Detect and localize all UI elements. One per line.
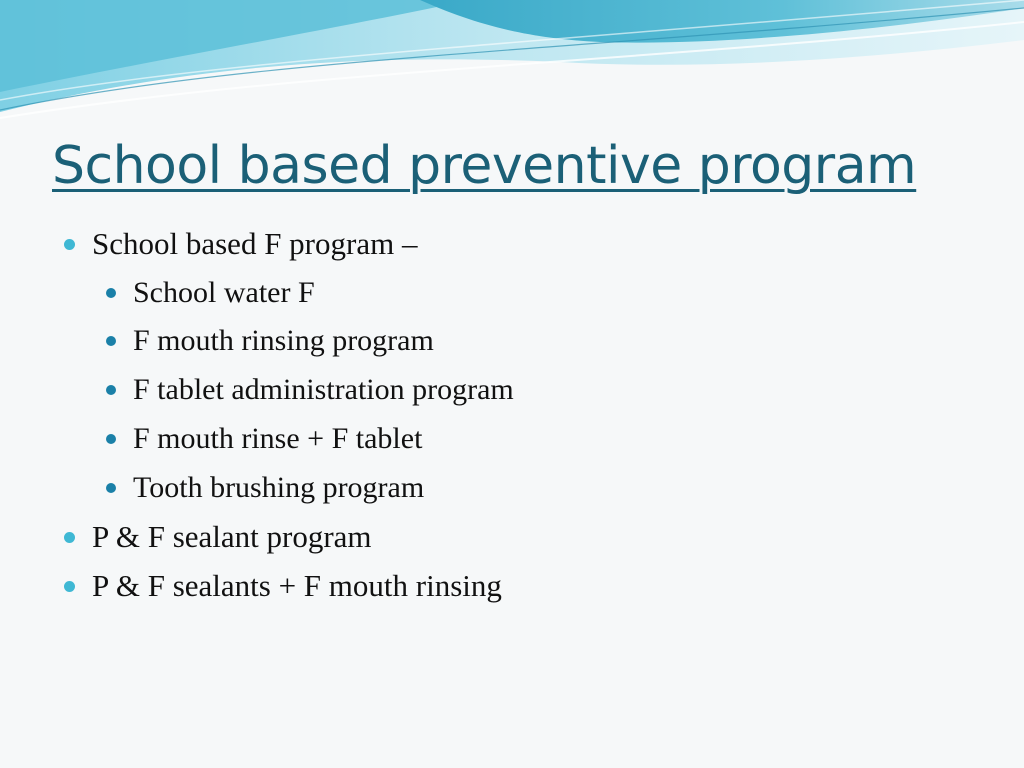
sub-bullet-item bbox=[106, 468, 424, 508]
bullet-text: P & F sealant program bbox=[92, 519, 372, 554]
bullet-dot-icon bbox=[106, 336, 116, 346]
sub-bullet-item bbox=[106, 370, 514, 410]
bullet-text: School based F program – bbox=[92, 226, 418, 261]
bullet-dot-icon bbox=[106, 288, 116, 298]
bullet-dot-icon bbox=[106, 434, 116, 444]
slide-title: School based preventive program bbox=[52, 136, 917, 196]
bullet-dot-icon bbox=[64, 581, 75, 592]
sub-bullet-item bbox=[106, 273, 315, 313]
bullet-item bbox=[64, 566, 502, 606]
bullet-dot-icon bbox=[64, 532, 75, 543]
bullet-dot-icon bbox=[64, 239, 75, 250]
bullet-text: F tablet administration program bbox=[133, 373, 514, 406]
bullet-item bbox=[64, 517, 372, 557]
bullet-text: F mouth rinse + F tablet bbox=[133, 422, 423, 455]
bullet-text: P & F sealants + F mouth rinsing bbox=[92, 568, 502, 603]
bullet-text: School water F bbox=[133, 276, 315, 309]
bullet-text: F mouth rinsing program bbox=[133, 324, 434, 357]
bullet-dot-icon bbox=[106, 483, 116, 493]
bullet-item bbox=[64, 224, 417, 264]
sub-bullet-item bbox=[106, 419, 422, 459]
sub-bullet-item bbox=[106, 321, 434, 361]
bullet-dot-icon bbox=[106, 385, 116, 395]
bullet-text: Tooth brushing program bbox=[133, 471, 425, 504]
